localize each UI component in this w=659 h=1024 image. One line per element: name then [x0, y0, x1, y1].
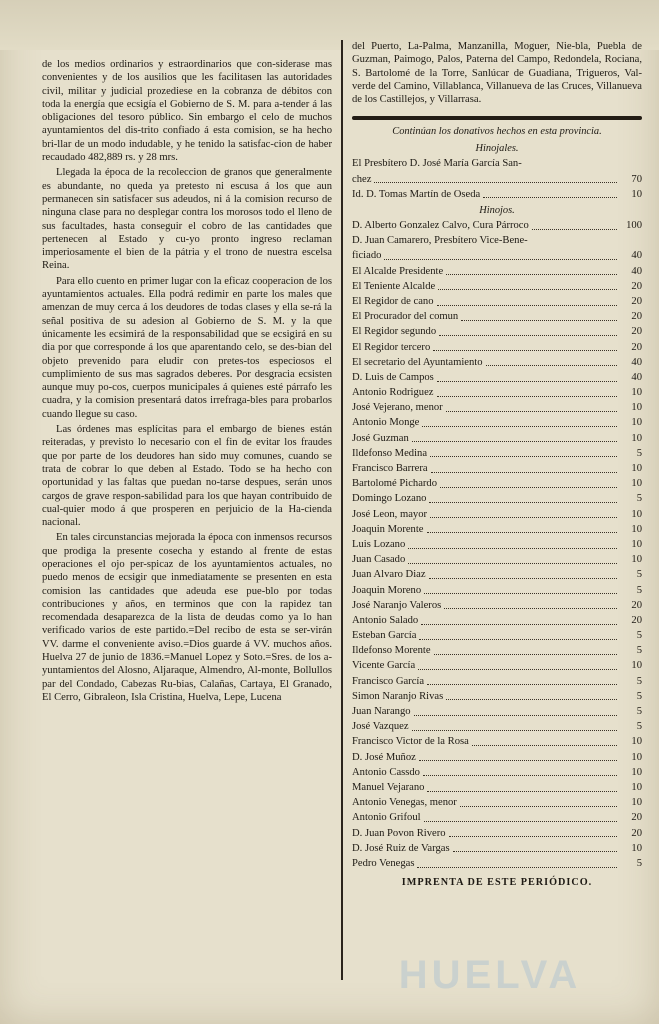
donation-amount: 20: [631, 311, 642, 323]
leader-dots: [437, 380, 617, 382]
donation-amount: 10: [631, 736, 642, 748]
donor-name: José Vejerano, menor: [352, 402, 443, 414]
leader-dots: [525, 167, 617, 168]
leader-dots: [430, 455, 617, 457]
donor-name: José Vazquez: [352, 721, 409, 733]
donation-amount: 20: [631, 280, 642, 292]
leader-dots: [486, 364, 617, 366]
donor-name: Juan Narango: [352, 706, 411, 718]
donor-row: [352, 309, 642, 324]
leader-dots: [429, 577, 617, 579]
donation-amount: 10: [631, 417, 642, 429]
donor-name: Id. D. Tomas Martín de Oseda: [352, 188, 481, 200]
donation-amount: 10: [631, 432, 642, 444]
leader-dots: [419, 638, 617, 640]
donation-amount: 20: [631, 326, 642, 338]
donor-row: [352, 522, 642, 537]
donor-name: El Regidor de cano: [352, 295, 434, 307]
leader-dots: [427, 790, 617, 792]
donor-row: [352, 461, 642, 476]
donation-amount: 10: [631, 766, 642, 778]
donation-amount: 20: [631, 827, 642, 839]
donor-row: [352, 340, 642, 355]
donation-amount: 10: [631, 797, 642, 809]
donor-name: José Naranjo Valeros: [352, 599, 442, 611]
donation-amount: 10: [631, 751, 642, 763]
donor-row: [352, 248, 642, 263]
leader-dots: [414, 714, 617, 716]
leader-dots: [446, 410, 617, 412]
donor-name: Antonio Venegas, menor: [352, 797, 457, 809]
donation-amount: 5: [636, 493, 642, 505]
donor-row: [352, 795, 642, 810]
donor-name: Francisco García: [352, 675, 425, 687]
column-divider: [341, 40, 343, 980]
left-column: [42, 58, 332, 706]
leader-dots: [434, 653, 617, 655]
donor-name: Ildefonso Morente: [352, 645, 431, 657]
donor-name: Antonio Monge: [352, 417, 420, 429]
donation-amount: 5: [636, 857, 642, 869]
donor-row: [352, 400, 642, 415]
donation-amount: 10: [631, 554, 642, 566]
donation-amount: 5: [636, 721, 642, 733]
leader-dots: [446, 273, 617, 275]
donor-name: El secretario del Ayuntamiento: [352, 356, 483, 368]
donation-amount: 5: [636, 706, 642, 718]
donor-name: El Regidor segundo: [352, 326, 437, 338]
leader-dots: [437, 395, 617, 397]
leader-dots: [431, 471, 617, 473]
donor-row: [352, 507, 642, 522]
donation-amount: 40: [631, 371, 642, 383]
donation-amount: 5: [636, 584, 642, 596]
donation-amount: 10: [631, 523, 642, 535]
right-intro-text: del Puerto, La-Palma, Manzanilla, Moguer, Nie-bla, Puebla de Guzman, Paimogo, Palos, Paterna del Campo, Redondela, Rociana, S. Bartolomé de la Torre, Sanlúcar de Guadiana, Trigueros, Val-verde del Camino, Villablanca, Villanueva de las Cruces, Villanueva de los Castillejos, y Villarrasa.: [352, 41, 642, 106]
leader-dots: [446, 698, 617, 700]
donation-amount: 100: [626, 220, 642, 232]
donation-amount: 10: [631, 842, 642, 854]
leader-dots: [417, 866, 617, 868]
donor-row: [352, 233, 642, 248]
town-heading: Hinojales.: [475, 143, 519, 155]
donor-row: [352, 415, 642, 430]
section-rule: [352, 116, 642, 120]
left-paragraph-5: En tales circunstancias mejorada la época con inmensos recursos que prodiga la presente cosecha y estando al frente de estas operaciones el ojo per-spicaz de los ayuntamientos actuales, no puedo menos de ecsigir que inmediatamente se presenten en esta comision las cantidades que adeuda ese pue-blo por todas contribuciones y años, en terminos que con la rapidez tan recomendada desaparezca de la lista de deudas como ya lo han verificado varios de este partido.=Del recibo de esta se ser-virán VV. darme el conveniente aviso.=Dios guarde á VV. muchos años. Huelva 27 de junio de 1836.=Manuel Lopez y Soto.=Sres. de los a-yuntamientos del Alosno, Aljaraque, Almendro, Al-monte, Bollullos par del Condado, Cabezas Ru-bias, Calañas, Cartaya, El Granado, El Cerro, Gibraleon, Isla Cristina, Huelva, Lepe, Lucena: [42, 532, 332, 703]
leader-dots: [483, 196, 617, 198]
donation-amount: 5: [636, 569, 642, 581]
donation-amount: 10: [631, 508, 642, 520]
donor-row: [352, 491, 642, 506]
donor-row: [352, 689, 642, 704]
left-paragraph-2: Llegada la época de la recoleccion de granos que generalmente es abundante, no queda ya pretesto ni escusa á los que aun permanecen sin satisfacer sus adeudos, ni á la comision recurso de ninguna clase para no desplegar contra los morosos todo el lleno de sus facultades, hasta conseguir el cobro de las cantidades que pertenecen al Estado y cu-yo pronto ingreso reclaman imperiosamente el bien de la pátria y el trono de nuestra escelsa Reina.: [42, 167, 332, 272]
leader-dots: [531, 243, 617, 244]
donor-name: Francisco Barrera: [352, 463, 428, 475]
donor-row: [352, 431, 642, 446]
donor-row: [352, 856, 642, 871]
donor-name: Bartolomé Pichardo: [352, 478, 438, 490]
donation-list: [352, 143, 642, 871]
donor-name: Pedro Venegas: [352, 857, 415, 869]
donation-amount: 5: [636, 675, 642, 687]
donor-name: D. Luis de Campos: [352, 371, 434, 383]
donor-name: José Leon, mayor: [352, 508, 428, 520]
donor-name: Esteban García: [352, 630, 417, 642]
donor-name: Antonio Cassdo: [352, 766, 420, 778]
leader-dots: [412, 440, 617, 442]
donor-name: Manuel Vejarano: [352, 781, 425, 793]
donor-name: Domingo Lozano: [352, 493, 427, 505]
donor-row: [352, 719, 642, 734]
leader-dots: [433, 349, 617, 351]
leader-dots: [438, 288, 617, 290]
donor-name: Joaquin Morente: [352, 523, 424, 535]
leader-dots: [427, 683, 617, 685]
donor-row: [352, 765, 642, 780]
donor-name: Simon Naranjo Rivas: [352, 690, 444, 702]
donor-row: [352, 583, 642, 598]
donor-row: [352, 704, 642, 719]
donation-amount: 10: [631, 402, 642, 414]
donor-name: D. José Ruiz de Vargas: [352, 842, 450, 854]
donor-name: Juan Alvaro Diaz: [352, 569, 426, 581]
donor-name: El Regidor tercero: [352, 341, 431, 353]
donor-name: El Presbítero D. José María García San-: [352, 158, 522, 170]
leader-dots: [412, 729, 617, 731]
leader-dots: [427, 531, 618, 533]
donation-amount: 40: [631, 356, 642, 368]
donor-name: D. José Muñoz: [352, 751, 416, 763]
donor-name: Juan Casado: [352, 554, 406, 566]
donor-row: [352, 734, 642, 749]
donation-amount: 20: [631, 614, 642, 626]
donor-row: [352, 446, 642, 461]
donor-row: [352, 218, 642, 233]
donor-row: [352, 294, 642, 309]
donor-name: Luis Lozano: [352, 538, 406, 550]
donation-amount: 10: [631, 463, 642, 475]
donor-name: El Alcalde Presidente: [352, 265, 444, 277]
leader-dots: [408, 547, 617, 549]
donor-row: [352, 750, 642, 765]
donor-row: [352, 567, 642, 582]
donation-amount: 70: [631, 173, 642, 185]
right-column: [352, 40, 642, 888]
donation-amount: 20: [631, 295, 642, 307]
donor-name: Antonio Salado: [352, 614, 419, 626]
left-paragraph-1: de los medios ordinarios y estraordinarios que con-siderase mas convenientes y de los ausilios que les facilitasen las autoridades civil, militar y judicial prozediese en la cobranza de débitos con toda la energía que ecsigía el Gobierno de S. M. para a-tender á las obligaciones del tesoro público. Sin embargo el celo de muchos ayuntamientos del dis-trito confiado á esta comision, se ha hecho bri-llar de un modo indudable, y he tenido la satisfac-cion de haber recaudado 482,889 rs. y 28 mrs.: [42, 59, 332, 164]
donor-name: Francisco Victor de la Rosa: [352, 736, 469, 748]
donation-amount: 10: [631, 660, 642, 672]
donor-row: [352, 780, 642, 795]
donor-row: [352, 264, 642, 279]
leader-dots: [472, 744, 617, 746]
donor-row: [352, 537, 642, 552]
donor-row: [352, 598, 642, 613]
donation-amount: 5: [636, 645, 642, 657]
donor-row: [352, 156, 642, 171]
donor-row: [352, 643, 642, 658]
donor-row: [352, 658, 642, 673]
leader-dots: [418, 668, 617, 670]
donation-amount: 10: [631, 478, 642, 490]
donation-amount: 20: [631, 599, 642, 611]
leader-dots: [444, 607, 617, 609]
donor-name: chez: [352, 173, 372, 185]
donor-row: [352, 279, 642, 294]
leader-dots: [419, 759, 617, 761]
donor-name: ficiado: [352, 250, 382, 262]
donor-name: D. Alberto Gonzalez Calvo, Cura Párroco: [352, 220, 529, 232]
donor-row: [352, 187, 642, 202]
leader-dots: [430, 516, 617, 518]
donations-heading: Continúan los donativos hechos en esta provincia.: [392, 126, 602, 138]
donor-row: [352, 172, 642, 187]
donor-row: [352, 355, 642, 370]
donor-name: José Guzman: [352, 432, 409, 444]
leader-dots: [461, 319, 617, 321]
donor-name: Joaquin Moreno: [352, 584, 422, 596]
leader-dots: [429, 501, 617, 503]
donation-amount: 5: [636, 447, 642, 459]
donation-amount: 10: [631, 387, 642, 399]
donor-name: D. Juan Povon Rivero: [352, 827, 446, 839]
donor-name: Vicente García: [352, 660, 416, 672]
donation-amount: 20: [631, 812, 642, 824]
leader-dots: [453, 850, 617, 852]
donor-row: [352, 370, 642, 385]
donor-name: Ildefonso Medina: [352, 447, 428, 459]
leader-dots: [439, 334, 617, 336]
left-paragraph-3: Para ello cuento en primer lugar con la eficaz cooperacion de los ayuntamientos actuales. Ella podrá redimir en parte los males que amenzan de muy cerca á los deudores de todas clases y ella se-rá la señal positiva de su adesion al Gobierno de S. M. y la que únicamente les ecsimirá de la responsabilidad que se ecsigirá en su dia por que corresponde á los que aparentando celo, se des-bian del objeto prevenido para eludir con pretes-tos especiosos el cumplimiento de sus mas sagrados deberes. Por desgracia ecsisten aunque muy po-cos, cuerpos municipales á quienes esté párrafo les cuadra, y la comision presentará datos irrefraga-bles para probarlos cuando llegue su caso.: [42, 275, 332, 420]
donor-row: [352, 826, 642, 841]
left-paragraph-4: Las órdenes mas esplícitas para el embargo de bienes están reiteradas, y previsto lo necesario con el fin de evitar los fraudes que por parte de los deudores han sido muy comunes, cuando se trata de cobrar lo que deben al Estado. Todo se ha hecho con oportunidad y las faltas que puedan no-tarse despues, serán unos cargos de grave respon-sabilidad para los que hayan contribuido de cual-quier modo á que prosperen en perjuicio de la Ha-cienda nacional.: [42, 424, 332, 529]
town-heading: Hinojos.: [479, 205, 515, 217]
donor-row: [352, 476, 642, 491]
leader-dots: [424, 592, 617, 594]
donation-amount: 10: [631, 188, 642, 200]
leader-dots: [437, 304, 618, 306]
donor-row: [352, 613, 642, 628]
donor-name: Antonio Rodriguez: [352, 387, 434, 399]
donor-row: [352, 628, 642, 643]
donor-name: El Teniente Alcalde: [352, 280, 436, 292]
donor-row: [352, 674, 642, 689]
leader-dots: [374, 181, 617, 183]
donor-row: [352, 810, 642, 825]
archive-watermark: HUELVA: [398, 953, 582, 997]
leader-dots: [384, 258, 617, 260]
donor-row: [352, 385, 642, 400]
donor-row: [352, 552, 642, 567]
donation-amount: 10: [631, 781, 642, 793]
donation-amount: 5: [636, 690, 642, 702]
donation-amount: 10: [631, 538, 642, 550]
leader-dots: [422, 425, 617, 427]
leader-dots: [532, 228, 617, 230]
donation-amount: 20: [631, 341, 642, 353]
leader-dots: [424, 820, 617, 822]
donation-amount: 40: [631, 250, 642, 262]
leader-dots: [423, 774, 617, 776]
donor-name: D. Juan Camarero, Presbítero Vice-Bene-: [352, 235, 528, 247]
donation-amount: 5: [636, 630, 642, 642]
donor-row: [352, 841, 642, 856]
leader-dots: [449, 835, 617, 837]
donation-amount: 40: [631, 265, 642, 277]
printer-footer: IMPRENTA DE ESTE PERIÓDICO.: [401, 877, 593, 889]
donor-name: Antonio Grifoul: [352, 812, 421, 824]
leader-dots: [421, 623, 617, 625]
leader-dots: [460, 805, 617, 807]
donor-row: [352, 324, 642, 339]
donor-name: El Procurador del comun: [352, 311, 459, 323]
leader-dots: [440, 486, 617, 488]
leader-dots: [408, 562, 617, 564]
